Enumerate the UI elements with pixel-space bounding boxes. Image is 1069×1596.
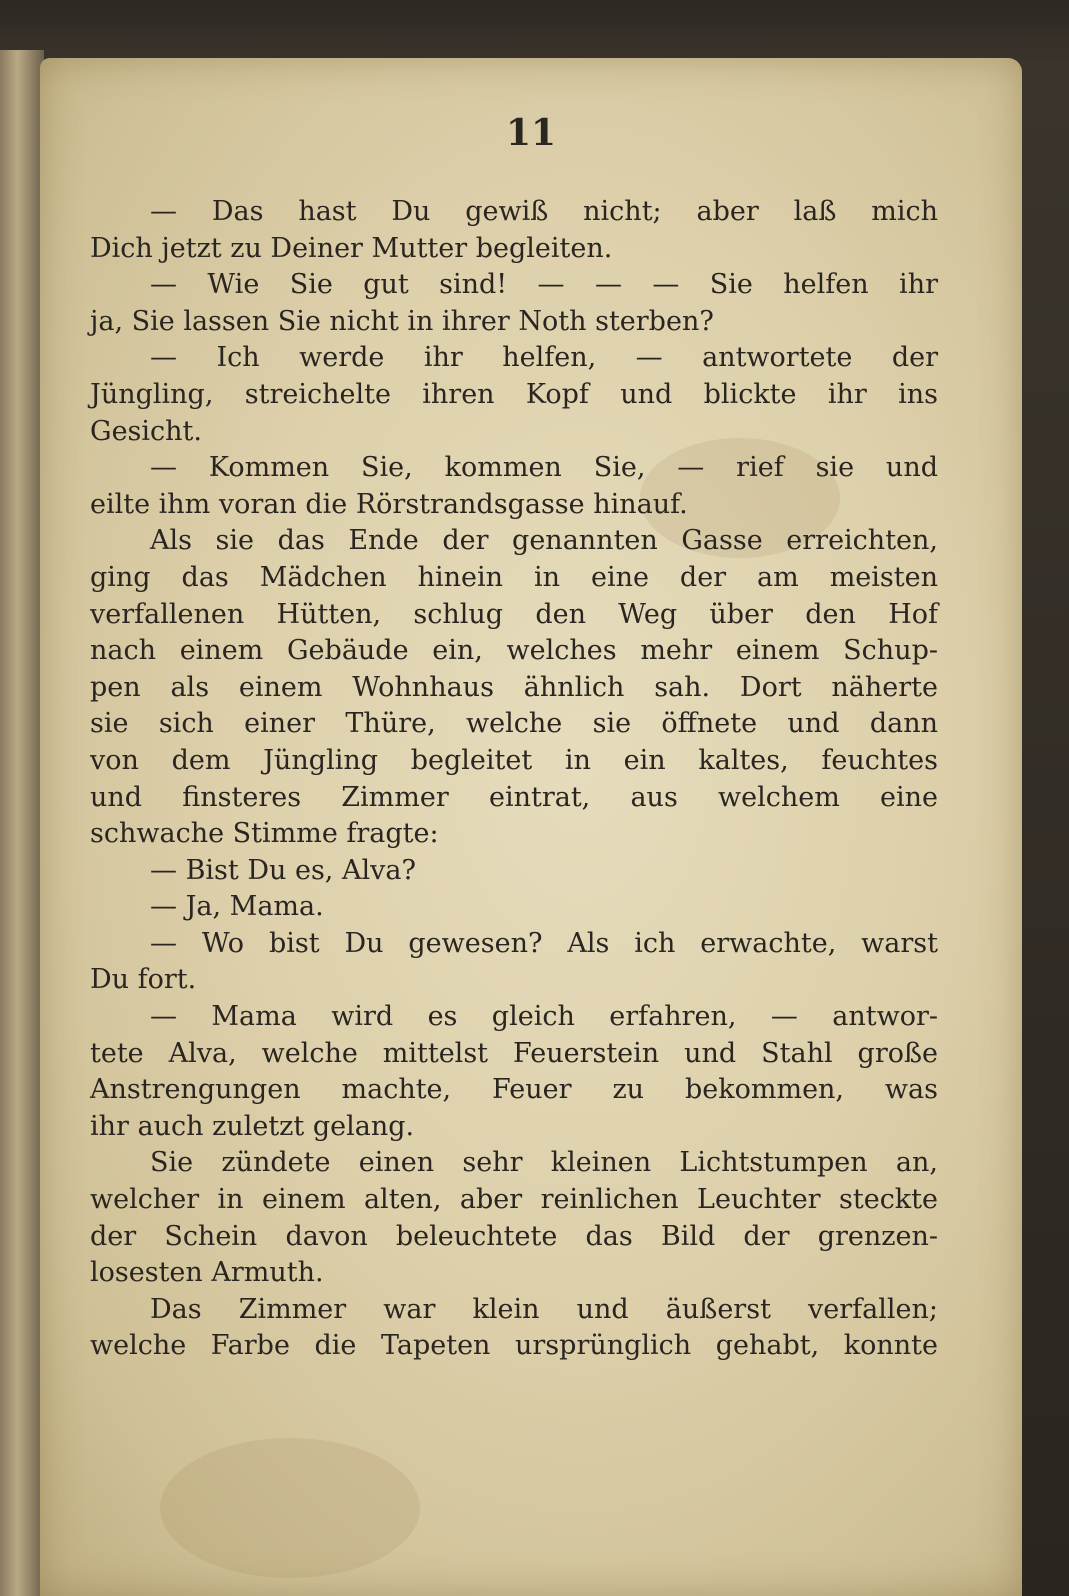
text-line: verfallenen Hütten, schlug den Weg über den Hof [90,598,938,630]
text-line: und finsteres Zimmer eintrat, aus welchem eine [90,781,938,813]
text-line: sie sich einer Thüre, welche sie öffnete und dann [90,708,938,740]
text-line: ging das Mädchen hinein in eine der am meisten [90,561,938,593]
text-line: welche Farbe die Tapeten ursprünglich gehabt, konnte [90,1330,938,1362]
text-line: Das Zimmer war klein und äußerst verfallen; [150,1293,938,1325]
text-line: — Ich werde ihr helfen, — antwortete der [150,342,938,374]
text-line: nach einem Gebäude ein, welches mehr einem Schup- [90,635,938,667]
text-line: ihr auch zuletzt gelang. [90,1110,415,1142]
text-line: eilte ihm voran die Rörstrandsgasse hinauf. [90,488,688,520]
text-line: pen als einem Wohnhaus ähnlich sah. Dort näherte [90,671,938,703]
text-line: — Wie Sie gut sind! — — — Sie helfen ihr [150,269,938,301]
text-line: — Mama wird es gleich erfahren, — antwor- [150,1001,938,1033]
text-line: Sie zündete einen sehr kleinen Lichtstumpen an, [150,1147,938,1179]
text-line: schwache Stimme fragte: [90,818,439,850]
text-line: — Wo bist Du gewesen? Als ich erwachte, warst [150,927,938,959]
text-line: Als sie das Ende der genannten Gasse erreichten, [150,525,938,557]
text-line: — Das hast Du gewiß nicht; aber laß mich [150,196,938,227]
text-line: welcher in einem alten, aber reinlichen Leuchter steckte [90,1184,938,1216]
body-text [90,194,938,1365]
text-line: Du fort. [90,964,197,996]
book-spine-edge [0,50,44,1596]
page-number: 11 [505,112,557,154]
text-line: losesten Armuth. [90,1257,324,1289]
text-line: — Ja, Mama. [150,891,324,923]
text-line: Anstrengungen machte, Feuer zu bekommen, was [90,1074,938,1106]
text-line: Jüngling, streichelte ihren Kopf und blickte ihr ins [90,378,938,410]
text-line: Gesicht. [90,415,202,447]
paper-stain [160,1438,420,1578]
text-line: tete Alva, welche mittelst Feuerstein und Stahl große [90,1037,938,1069]
text-line: — Bist Du es, Alva? [150,854,416,886]
text-line: — Kommen Sie, kommen Sie, — rief sie und [150,452,938,484]
text-line: von dem Jüngling begleitet in ein kaltes, feuchtes [90,744,938,776]
text-line: ja, Sie lassen Sie nicht in ihrer Noth sterben? [90,305,714,337]
text-line: Dich jetzt zu Deiner Mutter begleiten. [90,232,613,264]
page-sheet [40,58,1022,1596]
text-line: der Schein davon beleuchtete das Bild der grenzen- [90,1220,938,1252]
